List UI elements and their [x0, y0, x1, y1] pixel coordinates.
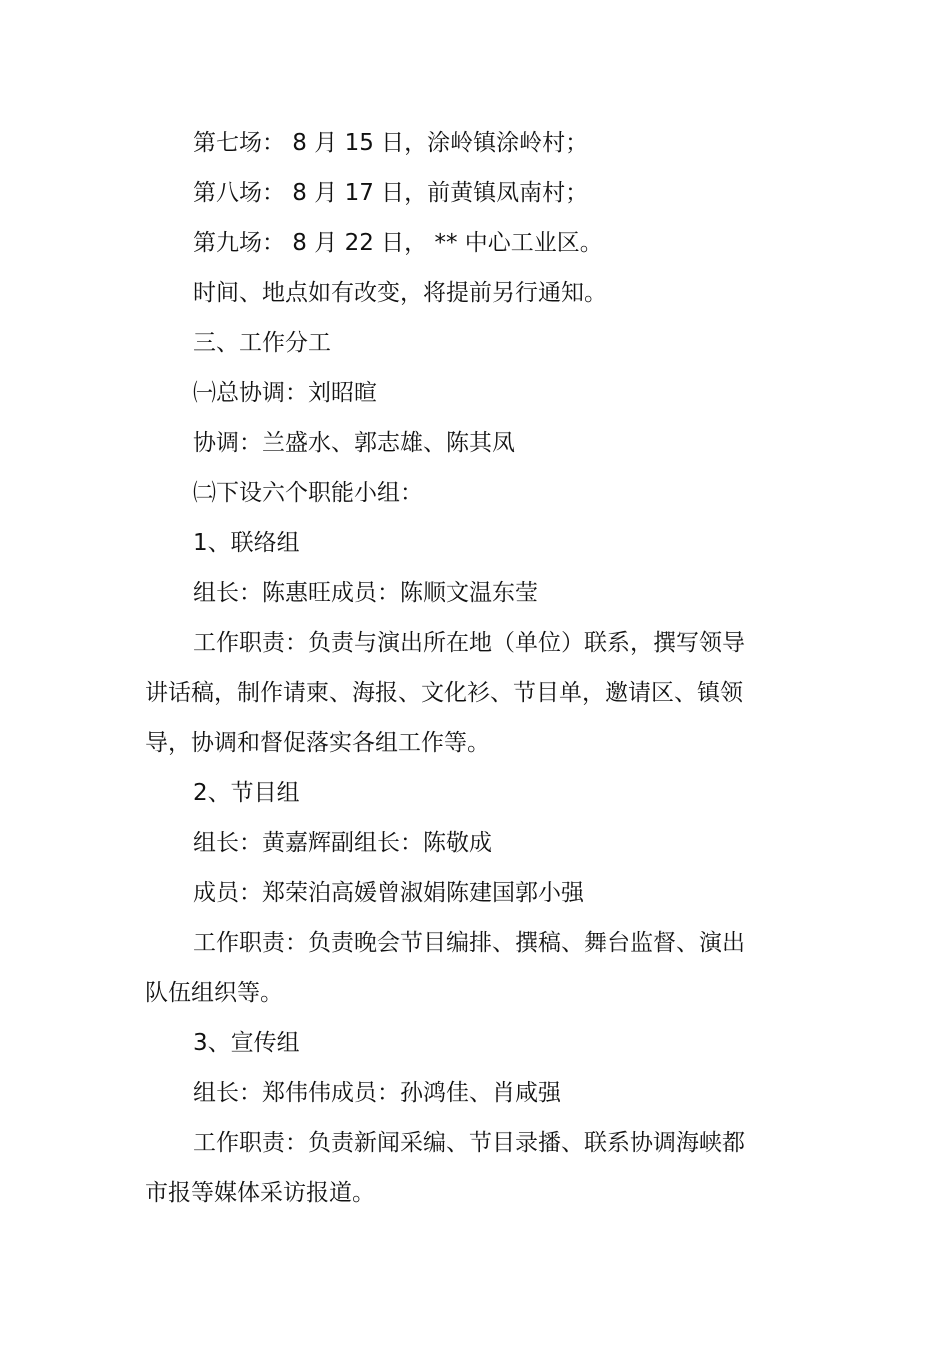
document-body [145, 118, 745, 1218]
group-1-members: 组长：陈惠旺成员：陈顺文温东莹 [193, 580, 538, 606]
schedule-line-9: 第九场： 8 月 22 日， ** 中心工业区。 [193, 230, 603, 256]
general-coordinator: ㈠总协调：刘昭暄 [193, 380, 377, 406]
group-3-members: 组长：郑伟伟成员：孙鸿佳、肖咸强 [193, 1080, 561, 1106]
group-1-duties: 工作职责：负责与演出所在地（单位）联系，撰写领导讲话稿，制作请柬、海报、文化衫、节目单，邀请区、镇领导，协调和督促落实各组工作等。 [145, 630, 745, 756]
section-heading: 三、工作分工 [193, 330, 331, 356]
group-3-duties: 工作职责：负责新闻采编、节目录播、联系协调海峡都市报等媒体采访报道。 [145, 1130, 745, 1206]
coordinators: 协调：兰盛水、郭志雄、陈其凤 [193, 430, 515, 456]
group-1-heading: 1、联络组 [193, 530, 300, 556]
group-3-heading: 3、宣传组 [193, 1030, 300, 1056]
subgroups-intro: ㈡下设六个职能小组： [193, 480, 423, 506]
group-2-duties: 工作职责：负责晚会节目编排、撰稿、舞台监督、演出队伍组织等。 [145, 930, 745, 1006]
group-2-heading: 2、节目组 [193, 780, 300, 806]
schedule-note: 时间、地点如有改变，将提前另行通知。 [193, 280, 607, 306]
group-2-leaders: 组长：黄嘉辉副组长：陈敬成 [193, 830, 492, 856]
schedule-line-7: 第七场： 8 月 15 日，涂岭镇涂岭村； [193, 130, 589, 156]
schedule-line-8: 第八场： 8 月 17 日，前黄镇凤南村； [193, 180, 589, 206]
group-2-members: 成员：郑荣泊高媛曾淑娟陈建国郭小强 [193, 880, 584, 906]
